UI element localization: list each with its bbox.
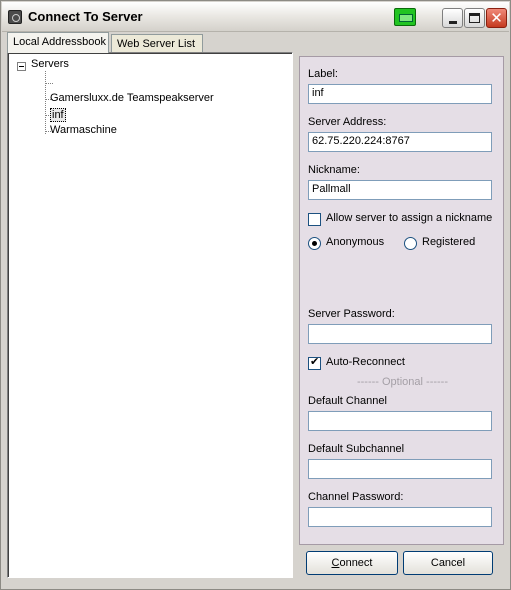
minimize-icon bbox=[449, 21, 457, 24]
nickname-input[interactable]: Pallmall bbox=[308, 180, 492, 200]
teamspeak-app-icon[interactable] bbox=[8, 10, 22, 24]
tree-item-gamersluxx[interactable]: Gamersluxx.de Teamspeakserver bbox=[50, 92, 214, 104]
cancel-button[interactable]: Cancel bbox=[403, 551, 493, 575]
anonymous-label[interactable]: Anonymous bbox=[326, 236, 385, 248]
server-password-input[interactable] bbox=[308, 324, 492, 344]
close-icon: ✕ bbox=[490, 9, 503, 27]
tree-item-inf[interactable]: inf bbox=[52, 109, 64, 121]
tab-local-addressbook[interactable]: Local Addressbook bbox=[7, 32, 109, 53]
connect-mnemonic: C bbox=[331, 557, 340, 569]
close-button[interactable] bbox=[486, 8, 507, 28]
label-input[interactable]: inf bbox=[308, 84, 492, 104]
registered-label[interactable]: Registered bbox=[422, 236, 476, 248]
title-bar[interactable] bbox=[2, 2, 509, 32]
nickname-label: Nickname: bbox=[308, 164, 360, 176]
allow-nickname-checkbox[interactable] bbox=[308, 213, 321, 226]
default-subchannel-input[interactable] bbox=[308, 459, 492, 479]
label-field-label: Label: bbox=[308, 68, 338, 80]
tray-icon[interactable] bbox=[394, 8, 416, 26]
channel-password-label: Channel Password: bbox=[308, 491, 404, 503]
tree-connector-line bbox=[45, 71, 46, 134]
auto-reconnect-checkbox[interactable] bbox=[308, 357, 321, 370]
anonymous-radio[interactable] bbox=[308, 237, 321, 250]
server-tree[interactable] bbox=[7, 52, 293, 578]
registered-radio[interactable] bbox=[404, 237, 417, 250]
collapse-icon[interactable] bbox=[17, 62, 26, 71]
default-channel-label: Default Channel bbox=[308, 395, 387, 407]
tree-root-servers[interactable]: Servers bbox=[31, 58, 69, 70]
minimize-button[interactable] bbox=[442, 8, 463, 28]
maximize-button[interactable] bbox=[464, 8, 485, 28]
server-settings-panel bbox=[299, 56, 504, 545]
tree-item-warmaschine[interactable]: Warmaschine bbox=[50, 124, 117, 136]
allow-nickname-label[interactable]: Allow server to assign a nickname bbox=[326, 212, 493, 224]
tab-web-server-list[interactable]: Web Server List bbox=[111, 34, 203, 52]
tree-connector bbox=[45, 83, 53, 84]
optional-separator: ------ Optional ------ bbox=[356, 376, 449, 388]
auto-reconnect-label[interactable]: Auto-Reconnect bbox=[326, 356, 405, 368]
maximize-icon bbox=[469, 13, 480, 23]
server-address-label: Server Address: bbox=[308, 116, 387, 128]
window-title: Connect To Server bbox=[28, 9, 143, 24]
server-password-label: Server Password: bbox=[308, 308, 395, 320]
channel-password-input[interactable] bbox=[308, 507, 492, 527]
default-channel-input[interactable] bbox=[308, 411, 492, 431]
connect-button-label: onnect bbox=[339, 557, 373, 569]
server-address-input[interactable]: 62.75.220.224:8767 bbox=[308, 132, 492, 152]
connect-button[interactable] bbox=[306, 551, 398, 575]
default-subchannel-label: Default Subchannel bbox=[308, 443, 405, 455]
